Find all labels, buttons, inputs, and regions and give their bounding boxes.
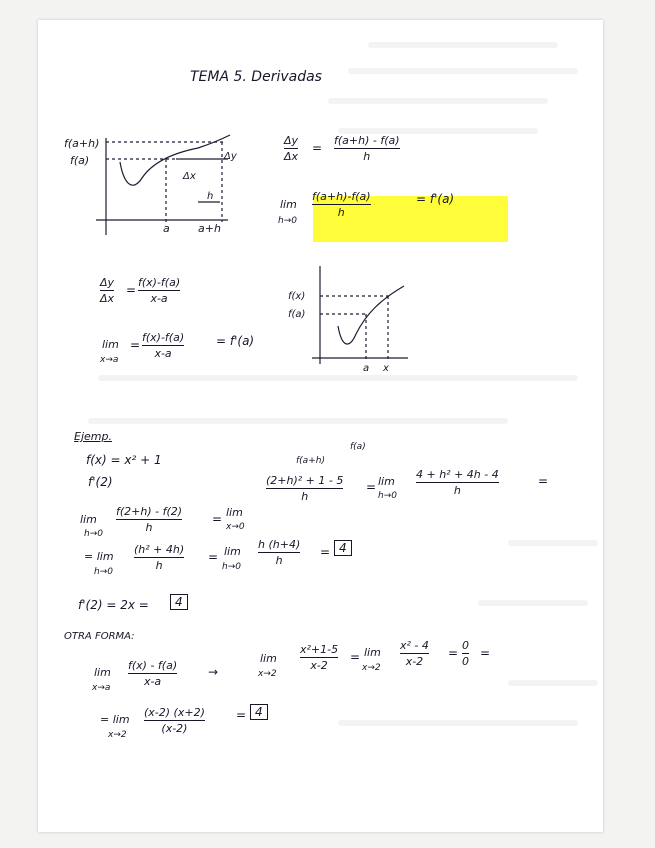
limdef2-eq: = xyxy=(130,338,141,352)
def1-rhs-num: f(a+h) - f(a) xyxy=(334,134,400,147)
def2-eq: = xyxy=(126,283,137,297)
l4-eq: = xyxy=(350,650,361,664)
l5-pre: = lim xyxy=(100,713,130,726)
def2-rhs-den: x-a xyxy=(150,292,168,305)
limdef-lim: lim xyxy=(280,198,297,211)
l4-num2: x²+1-5 xyxy=(300,643,339,656)
l1-frac xyxy=(116,505,182,534)
def2-lhs-den: Δx xyxy=(100,292,115,305)
l1-den2: h xyxy=(301,490,309,503)
graph-2 xyxy=(308,264,418,374)
l1-eq: = xyxy=(212,512,223,526)
l2-sub2: h→0 xyxy=(222,562,241,572)
l4-lim: lim xyxy=(94,666,111,679)
l2-pre: = lim xyxy=(84,550,114,563)
bleed-through-line xyxy=(88,418,508,424)
l5-sub: x→2 xyxy=(108,730,127,740)
graph1-h-label: h xyxy=(207,191,214,202)
l1-sub: h→0 xyxy=(84,529,103,539)
l4-frac xyxy=(128,659,177,688)
bleed-through-line xyxy=(328,98,548,104)
l3-text: f'(2) = 2x = xyxy=(78,598,149,612)
l1-eq2: = xyxy=(366,480,377,494)
graph1-dx-label: Δx xyxy=(183,171,196,182)
bleed-through-line xyxy=(338,720,578,726)
def1-rhs-den: h xyxy=(363,150,371,163)
l2-expr-den: h xyxy=(275,554,283,567)
l2-num: (h² + 4h) xyxy=(134,543,185,556)
limdef2-num: f(x)-f(a) xyxy=(142,331,185,344)
limdef2-sub: x→a xyxy=(100,355,119,365)
l1-num3: 4 + h² + 4h - 4 xyxy=(416,468,499,481)
otra-forma-heading: OTRA FORMA: xyxy=(64,631,135,642)
l2-frac2 xyxy=(258,538,300,567)
l3-result-box: 4 xyxy=(170,594,188,610)
l5-frac xyxy=(144,706,205,735)
l5-result-box: 4 xyxy=(250,704,268,720)
graph2-fa-label: f(a) xyxy=(288,309,306,320)
l1-sub2: x→0 xyxy=(226,522,245,532)
limdef-num: f(a+h)-f(a) xyxy=(312,190,371,203)
l4-frac2 xyxy=(300,643,338,672)
limdef-sub: h→0 xyxy=(278,216,297,226)
l2-eq: = xyxy=(208,550,219,564)
def1-lhs xyxy=(284,134,298,163)
l4-arrow: → xyxy=(208,665,219,679)
l4-lim2: lim xyxy=(260,652,277,665)
l4-den: x-a xyxy=(143,675,162,688)
l2-result-box: 4 xyxy=(334,540,352,556)
l1-lim3: lim xyxy=(378,475,395,488)
graph1-fah-label: f(a+h) xyxy=(64,137,100,150)
l4-sub2: x→2 xyxy=(258,669,277,679)
l2-frac xyxy=(134,543,184,572)
page-title: TEMA 5. Derivadas xyxy=(190,69,322,85)
bleed-through-line xyxy=(368,42,558,48)
bleed-through-line xyxy=(508,540,598,546)
l4-eq3: = xyxy=(480,646,491,660)
limdef2-lim: lim xyxy=(102,338,119,351)
def1-lhs-num: Δy xyxy=(284,134,299,147)
l4-sub: x→a xyxy=(92,683,111,693)
graph2-fx-label: f(x) xyxy=(288,291,306,302)
example-fprime: f'(2) xyxy=(88,475,113,489)
graph1-a-label: a xyxy=(163,222,170,235)
l2-sub: h→0 xyxy=(94,567,113,577)
l2-den: h xyxy=(155,559,163,572)
l1-den: h xyxy=(145,521,153,534)
l4-num: f(x) - f(a) xyxy=(128,659,178,672)
def2-rhs-num: f(x)-f(a) xyxy=(138,276,181,289)
l2-lim2: lim xyxy=(224,545,241,558)
l4-eq2: = xyxy=(448,646,459,660)
def1-eq: = xyxy=(312,141,323,155)
limdef2-frac xyxy=(142,331,184,360)
graph2-a-label: a xyxy=(363,363,370,374)
bleed-through-line xyxy=(478,600,588,606)
bleed-through-line xyxy=(508,680,598,686)
l1-eq3: = xyxy=(538,474,549,488)
graph1-dy-label: Δy xyxy=(224,151,237,162)
limdef-result: = f'(a) xyxy=(416,192,455,206)
l1-frac2 xyxy=(266,474,343,503)
def2-lhs xyxy=(100,276,114,305)
graph1-fa-label: f(a) xyxy=(70,154,90,167)
limdef2-den: x-a xyxy=(154,347,172,360)
bleed-through-line xyxy=(98,375,578,381)
l4-lim3: lim xyxy=(364,646,381,659)
l1-lim: lim xyxy=(80,513,97,526)
notebook-page xyxy=(38,20,603,832)
bleed-through-line xyxy=(348,68,578,74)
l1-num: f(2+h) - f(2) xyxy=(116,505,183,518)
limdef2-result: = f'(a) xyxy=(216,334,255,348)
l5-num: (x-2) (x+2) xyxy=(144,706,205,719)
def1-rhs xyxy=(334,134,400,163)
l4-frac3 xyxy=(400,639,429,668)
l4-zero-frac xyxy=(462,639,469,668)
example-heading: Ejemp. xyxy=(74,430,112,443)
graph2-x-label: x xyxy=(383,363,389,374)
def2-rhs xyxy=(138,276,180,305)
l1-lim2: lim xyxy=(226,506,243,519)
l4-den2: x-2 xyxy=(310,659,328,672)
l1-frac3 xyxy=(416,468,499,497)
def2-lhs-num: Δy xyxy=(100,276,115,289)
l2-expr: h (h+4) xyxy=(258,538,301,551)
graph1-ah-label: a+h xyxy=(198,222,221,235)
l4-den3: x-2 xyxy=(405,655,424,668)
l1-num2: (2+h)² + 1 - 5 xyxy=(266,474,344,487)
example-function: f(x) = x² + 1 xyxy=(86,453,162,467)
l5-den: (x-2) xyxy=(161,722,188,735)
limdef-frac xyxy=(312,190,371,219)
def1-lhs-den: Δx xyxy=(284,150,299,163)
l4-zero-num: 0 xyxy=(462,639,469,652)
l1-den3: h xyxy=(453,484,461,497)
l4-sub3: x→2 xyxy=(362,663,381,673)
note-fa: f(a) xyxy=(350,442,366,452)
l4-zero-den: 0 xyxy=(462,655,469,668)
l1-sub3: h→0 xyxy=(378,491,397,501)
note-fah: f(a+h) xyxy=(296,456,325,466)
l2-eq2: = xyxy=(320,545,331,559)
l4-num3: x² - 4 xyxy=(400,639,429,652)
l5-eq: = xyxy=(236,708,247,722)
limdef-den: h xyxy=(337,206,345,219)
